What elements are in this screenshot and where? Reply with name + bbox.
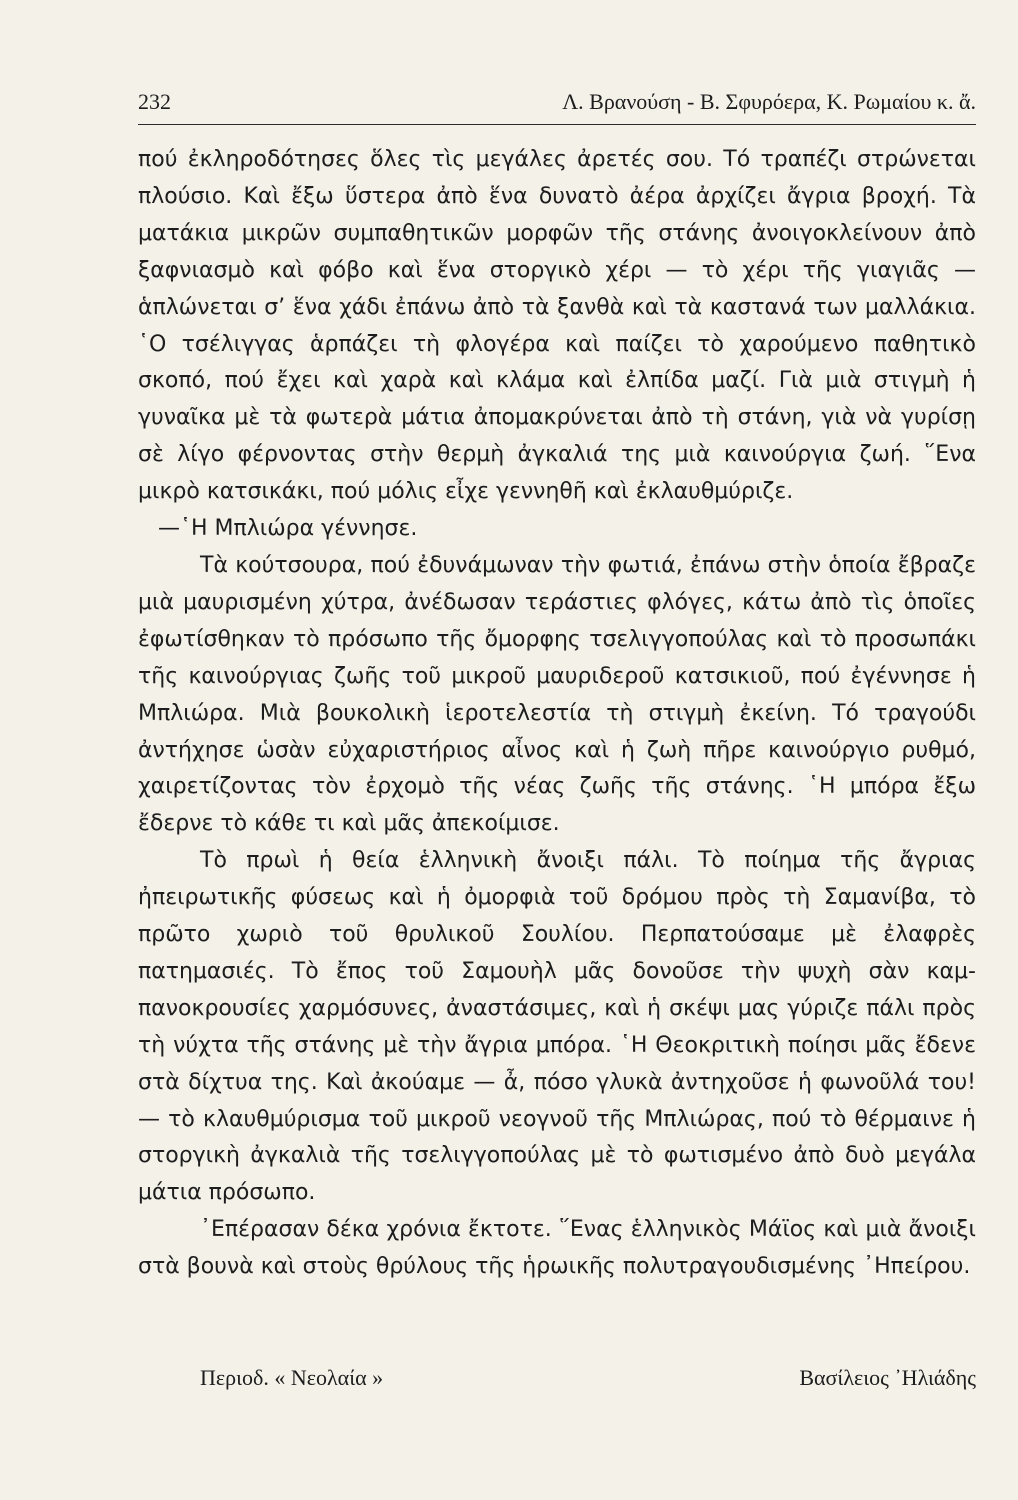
running-title: Λ. Βρανούση - Β. Σφυρόερα, Κ. Ρωμαίου κ. ἄ. (562, 89, 976, 114)
page-footer (200, 1365, 976, 1401)
author-name: Βασίλειος ᾿Ηλιάδης (799, 1365, 976, 1390)
body-text (138, 142, 976, 1286)
paragraph: Τὰ κούτσουρα, πού ἐδυνάμωναν τὴν φωτιά, ἐπάνω στὴν ὁποία ἔβραζε μιὰ μαυρισμένη χύτρα, ἀνέδωσαν τεράστιες φλόγες, κάτω ἀπὸ τὶς ὁποῖες ἐφωτίσθηκαν τὸ πρόσωπο τῆς ὄμορφης τσελιγγοπούλας καὶ τὸ προσωπάκι τῆς καινούργιας ζωῆς τοῦ μικροῦ μαυριδεροῦ κατσικιοῦ, πού ἐγέννησε ἡ Μπλιώρα. Μιὰ βουκολικὴ ἱεροτελεστία τὴ στιγμὴ ἐκείνη. Τό τραγούδι ἀντήχησε ὡσὰν εὐχαριστήριος αἶνος καὶ ἡ ζωὴ πῆρε καινούργιο ρυθμό, χαιρετίζοντας τὸν ἐρχομὸ τῆς νέας ζωῆς τῆς στάνης. ῾Η μπόρα ἔξω ἔδερνε τὸ κάθε τι καὶ μᾶς ἀπεκοίμισε. (138, 552, 976, 837)
paragraph: πού ἐκληροδότησες ὅλες τὶς μεγάλες ἀρετές σου. Τό τραπέζι στρώνεται πλούσιο. Καὶ ἔξω ὕστερα ἀπὸ ἕνα δυνατὸ ἀέρα ἀρχίζει ἄγρια βροχή. Τὰ ματάκια μικρῶν συμπαθητικῶν μορφῶν τῆς στάνης ἀνοιγοκλείνουν ἀπὸ ξαφνιασμὸ καὶ φόβο καὶ ἕνα στοργικὸ χέρι — τὸ χέρι τῆς γιαγιᾶς — ἁπλώνεται σ’ ἕνα χάδι ἐπάνω ἀπὸ τὰ ξανθὰ καὶ τὰ καστανά των μαλλάκια. ῾Ο τσέλιγγας ἁρπάζει τὴ φλογέρα καὶ παίζει τὸ χαρούμενο παθητικὸ σκοπό, πού ἔχει καὶ χαρὰ καὶ κλάμα καὶ ἐλπίδα μαζί. Γιὰ μιὰ στιγμὴ ἡ γυναῖκα μὲ τὰ φωτερὰ μάτια ἀπομακρύνεται ἀπὸ τὴ στάνη, γιὰ νὰ γυρίσῃ σὲ λίγο φέρνοντας στὴν θερμὴ ἀγκαλιά της μιὰ καινούργια ζωή. ῞Ενα μικρὸ κατσικάκι, πού μόλις εἶχε γεννηθῆ καὶ ἐκλαυθμύριζε. (138, 147, 976, 505)
paragraph: Τὸ πρωὶ ἡ θεία ἑλληνικὴ ἄνοιξι πάλι. Τὸ ποίημα τῆς ἄγριας ἠπειρωτικῆς φύσεως καὶ ἡ ὀμορφιὰ τοῦ δρόμου πρὸς τὴ Σαμανίβα, τὸ πρῶτο χωριὸ τοῦ θρυλικοῦ Σουλίου. Περπατούσαμε μὲ ἐλαφρὲς πατημασιές. Τὸ ἔπος τοῦ Σαμουὴλ μᾶς δονοῦσε τὴν ψυχὴ σὰν καμπανοκρουσίες χαρμόσυνες, ἀναστάσιμες, καὶ ἡ σκέψι μας γύριζε πάλι πρὸς τὴ νύχτα τῆς στάνης μὲ τὴν ἄγρια μπόρα. ῾Η Θεοκριτικὴ ποίησι μᾶς ἔδενε στὰ δίχτυα της. Καὶ ἀκούαμε — ἆ, πόσο γλυκὰ ἀντηχοῦσε ἡ φωνοῦλά του! — τὸ κλαυθμύρισμα τοῦ μικροῦ νεογνοῦ τῆς Μπλιώρας, πού τὸ θέρμαινε ἡ στοργικὴ ἀγκαλιὰ τῆς τσελιγγοπούλας μὲ τὸ φωτισμένο ἀπὸ δυὸ μεγάλα μάτια πρόσωπο. (138, 848, 976, 1206)
header-rule (138, 124, 976, 125)
source-citation: Περιοδ. « Νεολαία » (200, 1365, 384, 1390)
paragraph-dialogue: —῾Η Μπλιώρα γέννησε. (158, 516, 418, 542)
page-header (138, 85, 976, 119)
page-number: 232 (138, 89, 171, 114)
paragraph: ᾿Επέρασαν δέκα χρόνια ἔκτοτε. ῞Ενας ἑλληνικὸς Μάϊος καὶ μιὰ ἄνοιξι στὰ βουνὰ καὶ στοὺς θρύλους τῆς ἡρωικῆς πολυτραγουδισμένης ᾿Ηπείρου. (138, 1217, 976, 1280)
